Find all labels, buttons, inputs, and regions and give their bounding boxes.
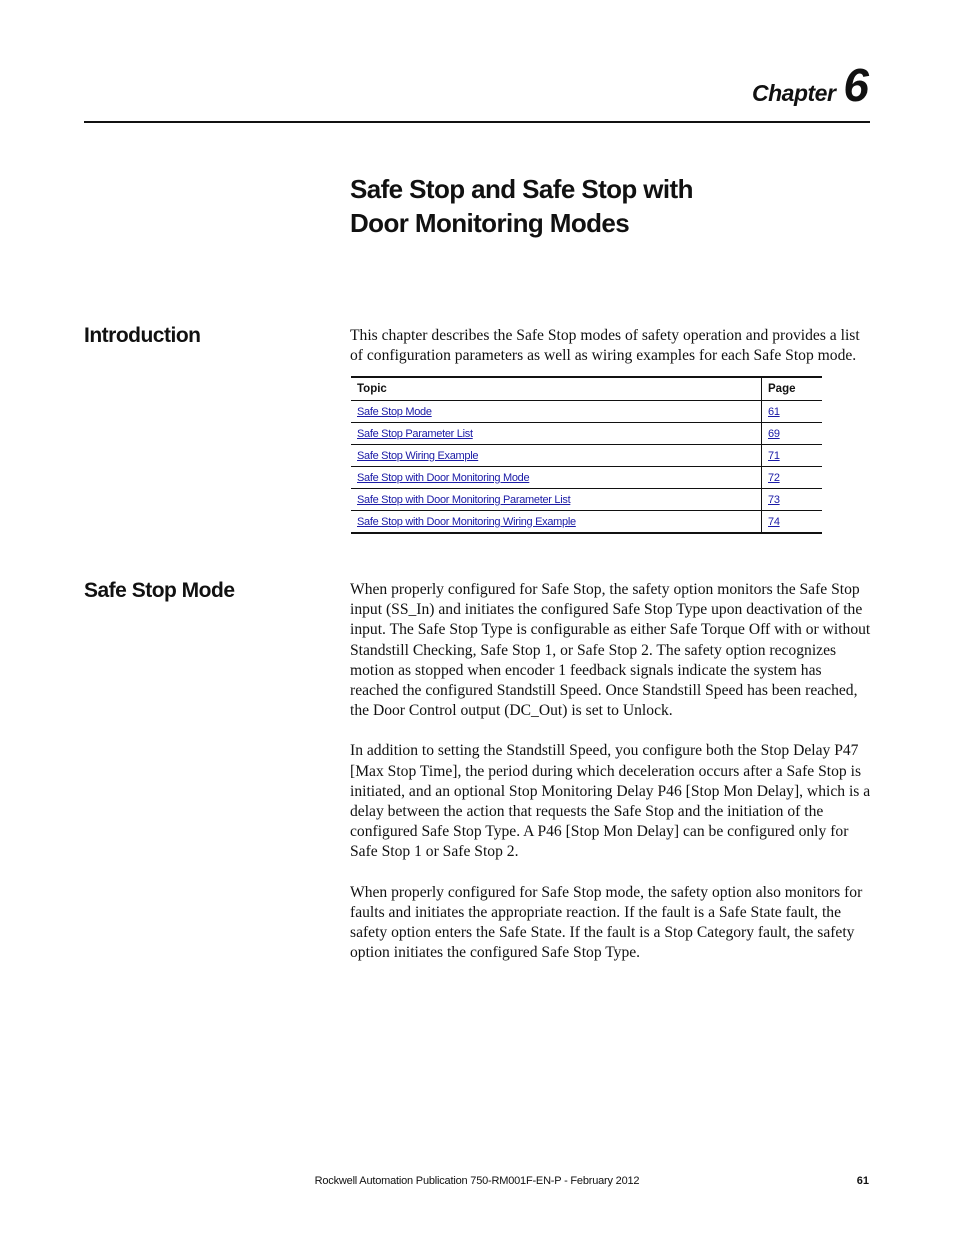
topic-link-door-monitoring-mode[interactable]: Safe Stop with Door Monitoring Mode: [357, 471, 530, 484]
topic-link-door-monitoring-wiring-example[interactable]: Safe Stop with Door Monitoring Wiring Example: [357, 515, 576, 528]
footer-page-number: 61: [856, 1175, 869, 1187]
page-link[interactable]: 72: [768, 471, 780, 484]
safe-stop-mode-text: [350, 580, 872, 983]
body-paragraph: In addition to setting the Standstill Speed, you configure both the Stop Delay P47 [Max Stop Time], the period during which deceleration occurs after a Safe Stop is initiated, and an optional Stop Monitoring Delay P46 [Stop Mon Delay], which is a delay between the action that requests the Safe Stop and the initiation of the configured Safe Stop Type. A P46 [Stop Mon Delay] can be configured only for Safe Stop 1 or Safe Stop 2.: [350, 742, 871, 861]
topic-column-header: Topic: [351, 377, 762, 401]
page-column-header: Page: [762, 377, 823, 401]
chapter-label: [752, 59, 869, 111]
topic-table-header-row: [351, 377, 822, 401]
table-row: [351, 423, 822, 445]
page-link[interactable]: 73: [768, 493, 780, 506]
table-row: [351, 401, 822, 423]
body-paragraph: When properly configured for Safe Stop mode, the safety option also monitors for faults and initiates the appropriate reaction. If the fault is a Safe State fault, the safety option enters the Safe State. If the fault is a Stop Category fault, the safety option initiates the configured Safe Stop Type.: [350, 883, 863, 962]
introduction-heading: Introduction: [84, 324, 201, 347]
table-row: [351, 445, 822, 467]
table-row: [351, 489, 822, 511]
footer-publication: Rockwell Automation Publication 750-RM001F-EN-P - February 2012: [314, 1175, 640, 1187]
page-link[interactable]: 71: [768, 449, 780, 462]
page-link[interactable]: 69: [768, 427, 780, 440]
topic-link-safe-stop-mode[interactable]: Safe Stop Mode: [357, 405, 432, 418]
chapter-word: Chapter: [752, 80, 836, 106]
chapter-divider: [84, 121, 870, 123]
topic-link-safe-stop-parameter-list[interactable]: Safe Stop Parameter List: [357, 427, 473, 440]
page-link[interactable]: 74: [768, 515, 780, 528]
page-link[interactable]: 61: [768, 405, 780, 418]
chapter-number: 6: [843, 59, 869, 111]
safe-stop-mode-heading: Safe Stop Mode: [84, 579, 235, 602]
topic-table: [351, 376, 822, 534]
body-paragraph: When properly configured for Safe Stop, the safety option monitors the Safe Stop input (SS_In) and initiates the configured Safe Stop Type upon deactivation of the input. The Safe Stop Type is configurable as either Safe Torque Off with or without Standstill Checking, Safe Stop 1, or Safe Stop 2. The safety option recognizes motion as stopped when encoder 1 feedback signals indicate the system has reached the configured Standstill Speed. Once Standstill Speed has been reached, the Door Control output (DC_Out) is set to Unlock.: [350, 581, 871, 720]
chapter-title-line1: Safe Stop and Safe Stop with: [350, 174, 693, 204]
table-row: [351, 467, 822, 489]
topic-link-door-monitoring-parameter-list[interactable]: Safe Stop with Door Monitoring Parameter List: [357, 493, 571, 506]
topic-link-safe-stop-wiring-example[interactable]: Safe Stop Wiring Example: [357, 449, 479, 462]
chapter-title: [350, 172, 850, 240]
introduction-paragraph: This chapter describes the Safe Stop modes of safety operation and provides a list of configuration parameters as well as wiring examples for each Safe Stop mode.: [350, 327, 860, 365]
chapter-title-line2: Door Monitoring Modes: [350, 208, 630, 238]
table-row: [351, 511, 822, 534]
